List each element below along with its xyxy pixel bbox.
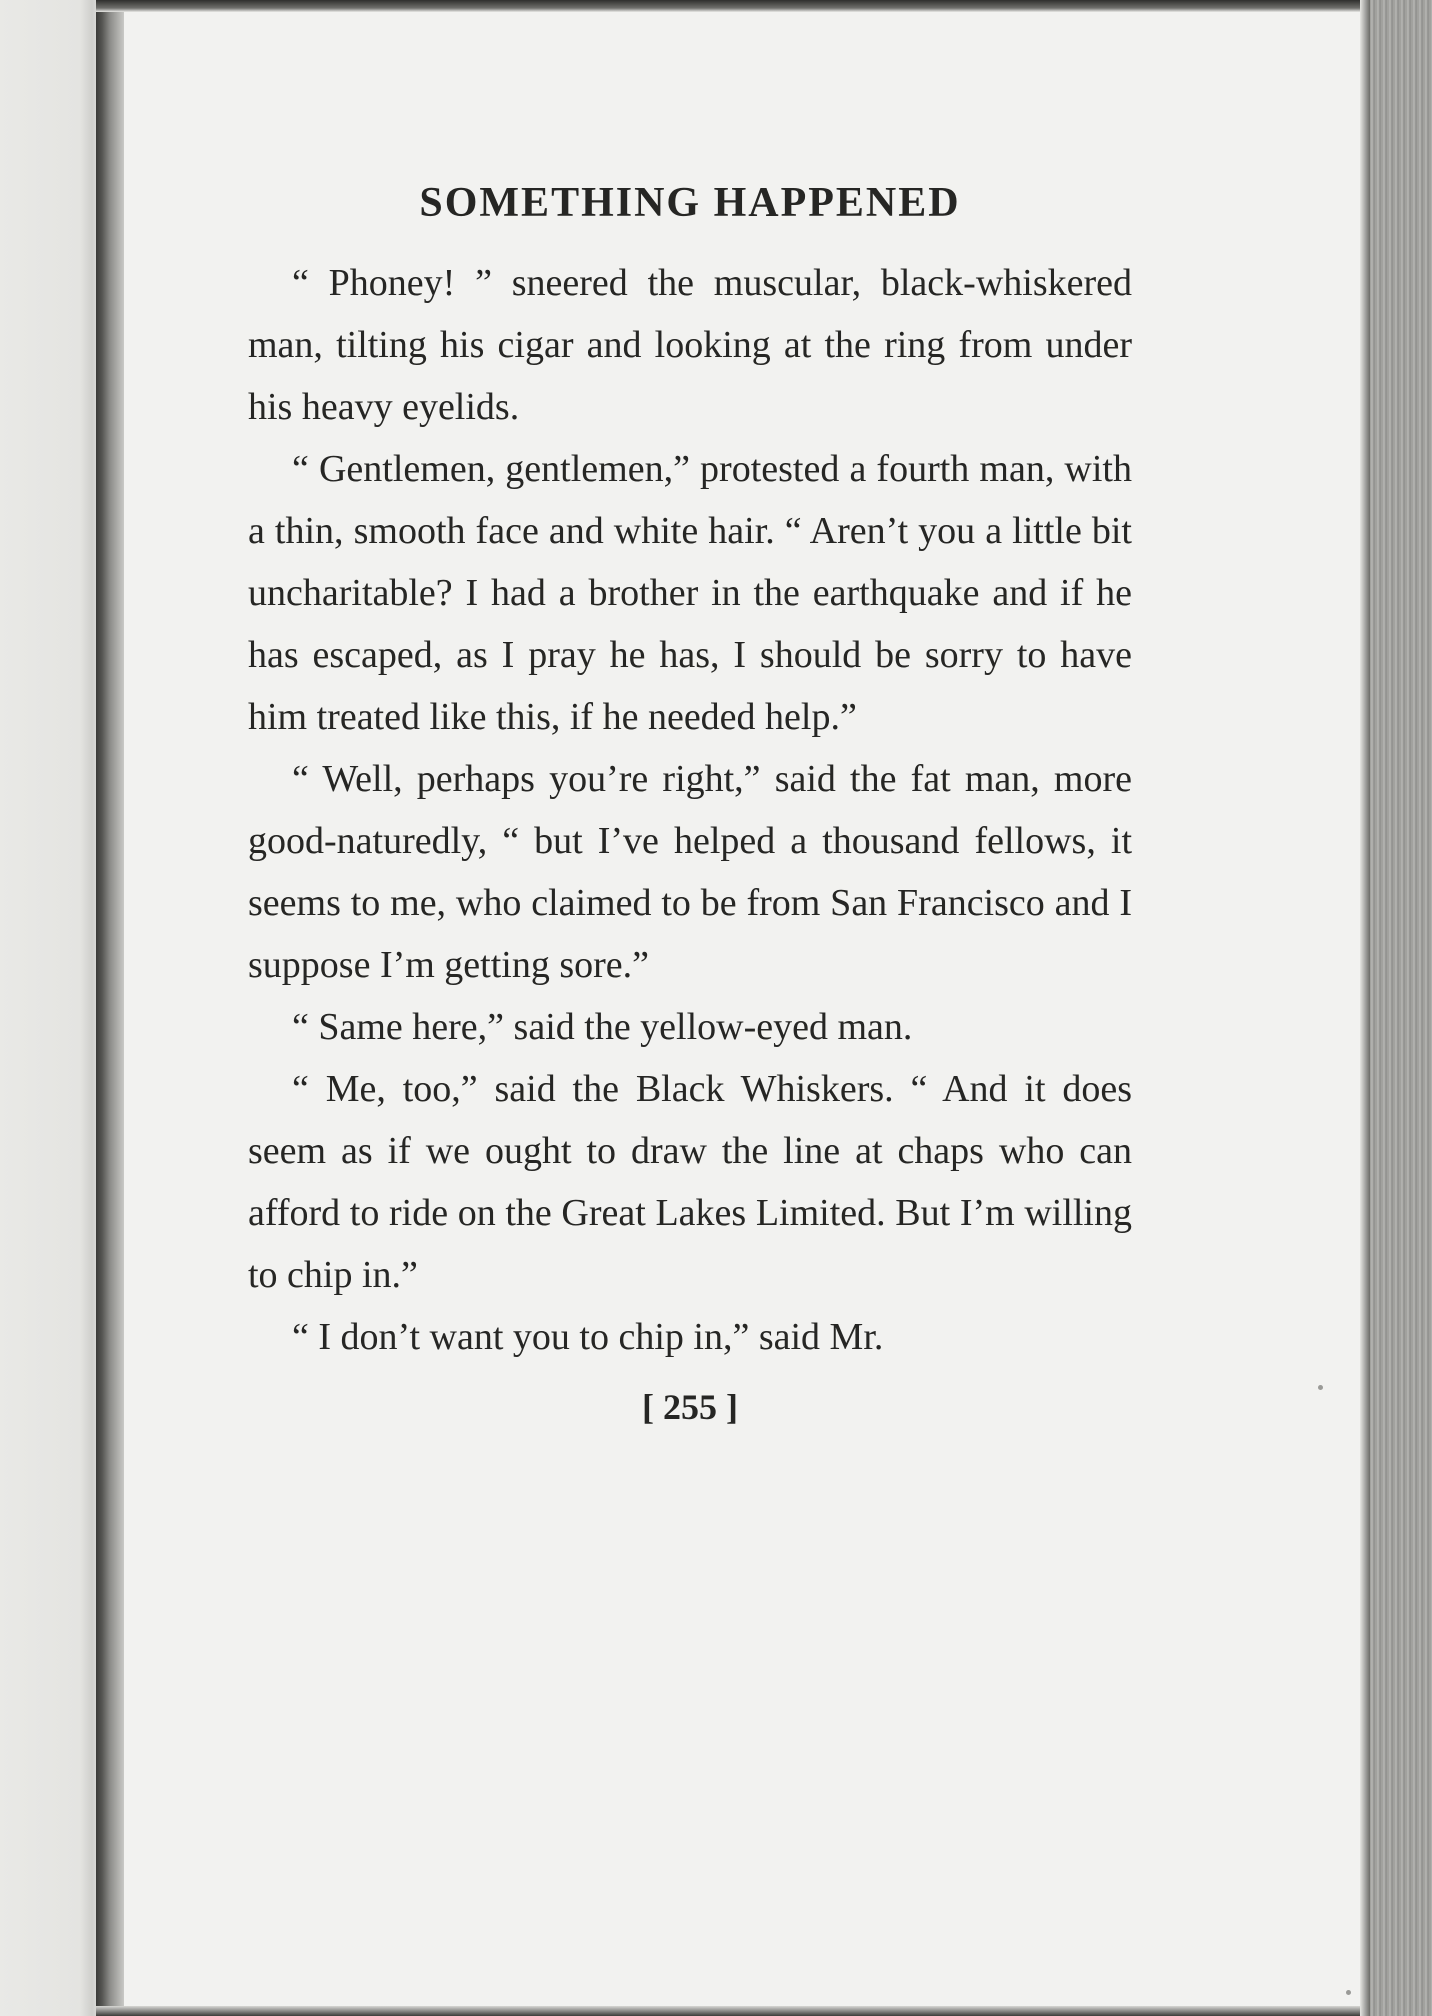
running-head: SOMETHING HAPPENED (419, 180, 961, 226)
paragraph: “ Phoney! ” sneered the muscular, black-whiskered man, tilting his cigar and looking at the ring from under his heavy eyelids. (248, 262, 1132, 428)
paragraph: “ Me, too,” said the Black Whiskers. “ And it does seem as if we ought to draw the line at chaps who can afford to ride on the Great Lakes Limited. But I’m willing to chip in.” (248, 1068, 1132, 1296)
bottom-edge-shadow (96, 2006, 1396, 2016)
gutter-shadow (96, 0, 124, 2016)
dust-speck (1318, 1385, 1323, 1390)
top-edge-shadow (96, 0, 1396, 12)
paragraph: “ I don’t want you to chip in,” said Mr. (292, 1316, 884, 1358)
text-block (248, 160, 1132, 1432)
left-page-edge (0, 0, 96, 2016)
fore-edge (1370, 0, 1432, 2016)
paragraph: “ Well, perhaps you’re right,” said the fat man, more good-naturedly, “ but I’ve helped a thousand fellows, it seems to me, who claimed to be from San Francisco and I suppose I’m getting sore.” (248, 758, 1132, 986)
page-number: [ 255 ] (642, 1387, 738, 1427)
paragraph: “ Same here,” said the yellow-eyed man. (292, 1006, 913, 1048)
dust-speck (1346, 1990, 1351, 1995)
paragraph: “ Gentlemen, gentlemen,” protested a fourth man, with a thin, smooth face and white hair. “ Aren’t you a little bit uncharitable? I had a brother in the earthquake and if he has escaped, as I pray he has, I should be sorry to have him treated like this, if he needed help.” (248, 448, 1132, 738)
fore-edge-shadow (1360, 0, 1370, 2016)
